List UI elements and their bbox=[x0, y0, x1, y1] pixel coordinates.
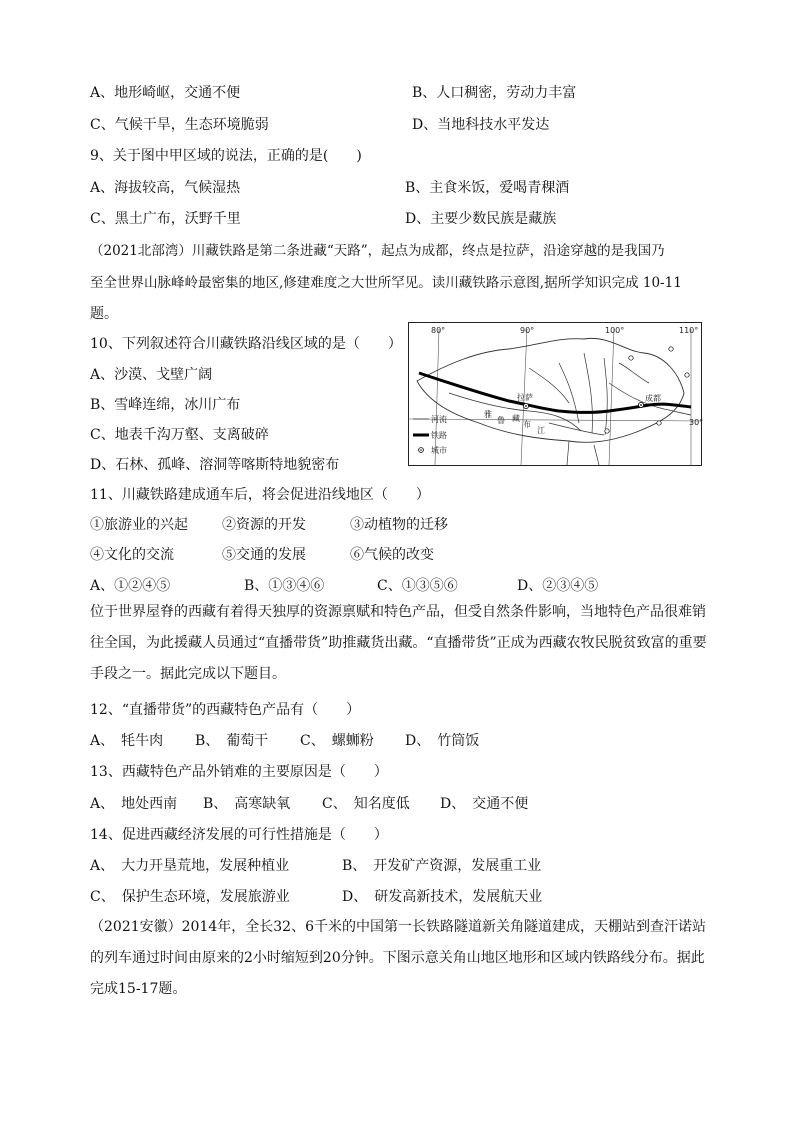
q9-option-c: C、黑土广布，沃野千里 bbox=[90, 211, 241, 227]
q8-option-b: B、人口稠密，劳动力丰富 bbox=[412, 85, 577, 101]
lon-label-110: 110° bbox=[679, 326, 699, 335]
q12-stem: 12、“直播带货”的西藏特色产品有（ ） bbox=[90, 702, 361, 718]
river-north bbox=[619, 363, 649, 383]
city-marker bbox=[629, 356, 633, 360]
city-marker bbox=[657, 421, 661, 425]
city-marker bbox=[605, 429, 609, 433]
q9-option-b: B、主食米饭，爱喝青稞酒 bbox=[405, 180, 570, 196]
intro-1517: （2021安徽）2014年，全长32、6千米的中国第一长铁路隧道新关角隧道建成，天棚站到查汗诺站的列车通过时间由原来的2小时缩短到20分钟。下图示意关角山地区地形和区域内铁路线分布。据此完成15-17题。 bbox=[90, 919, 706, 997]
intro-1011-line1: （2021北部湾）川藏铁路是第二条进藏“天路”，起点为成都，终点是拉萨，沿途穿越的是我国乃 bbox=[90, 243, 665, 259]
legend-river-label: 河流 bbox=[431, 415, 447, 424]
q10-option-b: B、雪峰连绵，冰川广布 bbox=[90, 397, 241, 413]
intro-1011-line3: 题。 bbox=[90, 306, 118, 322]
meridian-80 bbox=[435, 329, 439, 465]
q11-option-d: D、②③④⑤ bbox=[517, 578, 599, 594]
legend-city-label: 城市 bbox=[431, 446, 447, 455]
map-legend bbox=[413, 414, 447, 455]
q12-option-b: B、 葡萄干 bbox=[195, 733, 269, 749]
legend-rail-label: 铁路 bbox=[431, 431, 447, 440]
q10-stem: 10、下列叙述符合川藏铁路沿线区域的是（ ） bbox=[90, 336, 402, 352]
city-marker bbox=[669, 347, 673, 351]
q10-option-a: A、沙漠、戈壁广阔 bbox=[90, 367, 213, 383]
q12-option-a: A、 牦牛肉 bbox=[90, 733, 164, 749]
q10-option-c: C、地表千沟万壑、支离破碎 bbox=[90, 427, 269, 443]
river-south bbox=[549, 423, 604, 435]
q11-option-a: A、①②④⑤ bbox=[90, 578, 171, 594]
q8-option-d: D、当地科技水平发达 bbox=[412, 117, 550, 133]
city-marker bbox=[685, 373, 689, 377]
region-boundary bbox=[417, 338, 684, 442]
q14-option-d: D、 研发高新技术，发展航天业 bbox=[342, 889, 543, 905]
map-svg bbox=[409, 323, 704, 465]
city-label-chengdu: 成都 bbox=[645, 394, 661, 403]
q11-option-b: B、①③④⑥ bbox=[244, 578, 325, 594]
q9-option-a: A、海拔较高，气候湿热 bbox=[90, 180, 241, 196]
q13-option-a: A、 地处西南 bbox=[90, 796, 178, 812]
q11-item-5: ⑤交通的发展 bbox=[222, 547, 306, 563]
q10-option-d: D、石林、孤峰、溶洞等喀斯特地貌密布 bbox=[90, 457, 340, 473]
q11-option-c: C、①③⑤⑥ bbox=[377, 578, 458, 594]
q8-option-a: A、地形崎岖，交通不便 bbox=[90, 85, 241, 101]
q14-stem: 14、促进西藏经济发展的可行性措施是（ ） bbox=[90, 827, 388, 843]
railway-line bbox=[419, 373, 691, 413]
intro-1011-line2: 至全世界山脉峰岭最密集的地区,修建难度之大世所罕见。读川藏铁路示意图,据所学知识完成 10-11 bbox=[90, 275, 682, 291]
city-label-lhasa: 拉萨 bbox=[517, 393, 533, 402]
intro-1214: 位于世界屋脊的西藏有着得天独厚的资源禀赋和特色产品，但受自然条件影响，当地特色产品很难销往全国，为此援藏人员通过“直播带货”助推藏货出藏。“直播带货”正成为西藏农牧民脱贫致富的重要手段之一。据此完成以下题目。 bbox=[90, 604, 707, 682]
lon-label-80: 80° bbox=[431, 326, 446, 335]
southern-boundary bbox=[567, 441, 599, 465]
river-label-2: 鲁 bbox=[497, 416, 505, 425]
q11-item-2: ②资源的开发 bbox=[222, 517, 306, 533]
q13-stem: 13、西藏特色产品外销难的主要原因是（ ） bbox=[90, 764, 388, 780]
q11-stem: 11、川藏铁路建成通车后，将会促进沿线地区（ ） bbox=[90, 487, 430, 503]
q12-option-c: C、 螺蛳粉 bbox=[300, 733, 374, 749]
q11-item-4: ④文化的交流 bbox=[90, 547, 174, 563]
q13-option-c: C、 知名度低 bbox=[322, 796, 410, 812]
lon-label-90: 90° bbox=[520, 326, 535, 335]
q8-option-c: C、气候干旱，生态环境脆弱 bbox=[90, 117, 269, 133]
q13-option-b: B、 高寒缺氧 bbox=[203, 796, 291, 812]
lon-label-100: 100° bbox=[605, 326, 625, 335]
q14-option-a: A、 大力开垦荒地，发展种植业 bbox=[90, 858, 290, 874]
q14-option-b: B、 开发矿产资源，发展重工业 bbox=[342, 858, 542, 874]
sichuan-tibet-railway-map bbox=[408, 322, 702, 466]
river-label-3: 藏 bbox=[512, 414, 520, 423]
q14-option-c: C、 保护生态环境，发展旅游业 bbox=[90, 889, 290, 905]
q11-item-3: ③动植物的迁移 bbox=[350, 517, 448, 533]
river-label-4: 布 bbox=[523, 420, 531, 429]
q12-option-d: D、 竹筒饭 bbox=[405, 733, 480, 749]
q13-option-d: D、 交通不便 bbox=[440, 796, 529, 812]
parallel-30 bbox=[409, 419, 701, 421]
q11-item-1: ①旅游业的兴起 bbox=[90, 517, 188, 533]
q9-option-d: D、主要少数民族是藏族 bbox=[405, 211, 557, 227]
q9-stem: 9、关于图中甲区域的说法，正确的是( ) bbox=[90, 148, 362, 164]
tributary-rivers bbox=[529, 353, 607, 435]
lat-label-30: 30° bbox=[689, 418, 704, 427]
meridian-100 bbox=[609, 329, 614, 465]
river-label-1: 雅 bbox=[484, 410, 492, 419]
river-label-5: 江 bbox=[537, 426, 545, 435]
q11-item-6: ⑥气候的改变 bbox=[350, 547, 434, 563]
